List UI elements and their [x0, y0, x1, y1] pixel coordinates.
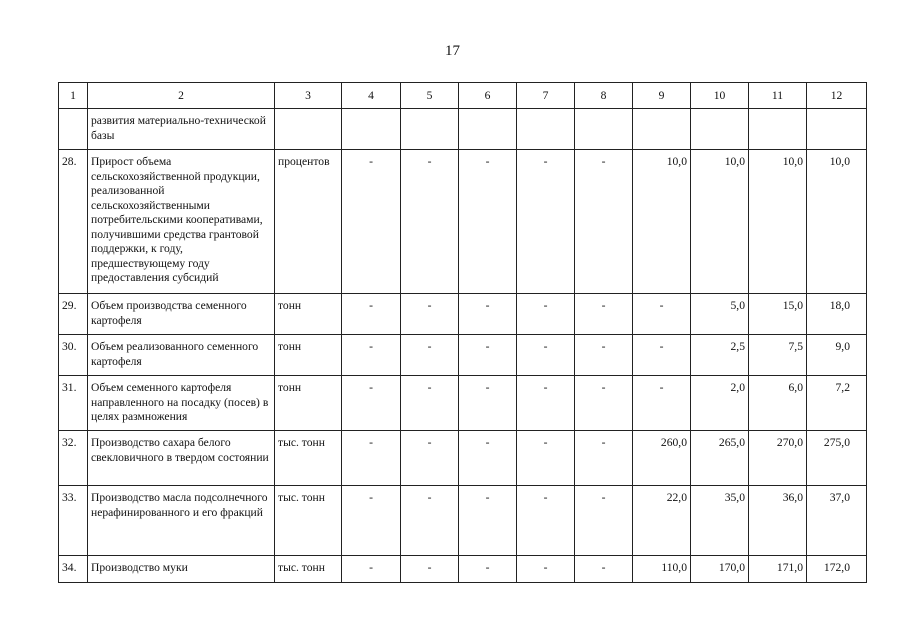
- value-cell: [459, 109, 517, 150]
- column-header: 1: [59, 83, 88, 109]
- value-cell: -: [342, 376, 401, 431]
- value-cell: -: [517, 556, 575, 583]
- value-cell: -: [633, 335, 691, 376]
- value-cell: -: [575, 431, 633, 486]
- value-cell: -: [401, 376, 459, 431]
- value-cell: -: [459, 556, 517, 583]
- row-number: 31.: [59, 376, 88, 431]
- indicator-name: Объем реализованного семенного картофеля: [88, 335, 275, 376]
- indicator-name: Объем производства семенного картофеля: [88, 294, 275, 335]
- indicator-name: Производство сахара белого свекловичного в твердом состоянии: [88, 431, 275, 486]
- value-cell: -: [459, 150, 517, 294]
- value-cell: 275,0: [807, 431, 867, 486]
- value-cell: 10,0: [633, 150, 691, 294]
- column-header: 3: [275, 83, 342, 109]
- value-cell: -: [342, 294, 401, 335]
- unit-cell: тонн: [275, 335, 342, 376]
- table-row: [59, 294, 867, 335]
- value-cell: -: [342, 335, 401, 376]
- value-cell: -: [575, 376, 633, 431]
- value-cell: -: [459, 376, 517, 431]
- value-cell: -: [342, 150, 401, 294]
- column-header: 11: [749, 83, 807, 109]
- value-cell: [691, 109, 749, 150]
- value-cell: 7,5: [749, 335, 807, 376]
- indicator-name: Прирост объема сельскохозяйственной продукции, реализованной сельскохозяйственными потребительскими кооперативами, получившими средства грантовой поддержки, к году, предшествующему году предоставления субсидий: [88, 150, 275, 294]
- row-number: 30.: [59, 335, 88, 376]
- value-cell: -: [401, 150, 459, 294]
- table-row: [59, 431, 867, 486]
- value-cell: -: [401, 556, 459, 583]
- unit-cell: [275, 109, 342, 150]
- unit-cell: тыс. тонн: [275, 431, 342, 486]
- indicators-table: [58, 82, 867, 583]
- value-cell: 265,0: [691, 431, 749, 486]
- row-number: 33.: [59, 486, 88, 556]
- value-cell: 37,0: [807, 486, 867, 556]
- value-cell: 170,0: [691, 556, 749, 583]
- column-header: 8: [575, 83, 633, 109]
- value-cell: 2,0: [691, 376, 749, 431]
- value-cell: 10,0: [749, 150, 807, 294]
- value-cell: [749, 109, 807, 150]
- value-cell: 172,0: [807, 556, 867, 583]
- value-cell: -: [342, 431, 401, 486]
- value-cell: -: [517, 486, 575, 556]
- value-cell: 10,0: [691, 150, 749, 294]
- table-row: [59, 376, 867, 431]
- value-cell: [807, 109, 867, 150]
- unit-cell: тыс. тонн: [275, 556, 342, 583]
- column-header: 10: [691, 83, 749, 109]
- value-cell: -: [459, 431, 517, 486]
- page-number: 17: [445, 43, 460, 59]
- value-cell: 260,0: [633, 431, 691, 486]
- value-cell: 10,0: [807, 150, 867, 294]
- row-number: 29.: [59, 294, 88, 335]
- value-cell: -: [575, 150, 633, 294]
- column-header: 6: [459, 83, 517, 109]
- value-cell: -: [342, 556, 401, 583]
- value-cell: -: [575, 335, 633, 376]
- value-cell: -: [517, 376, 575, 431]
- table-row: [59, 109, 867, 150]
- value-cell: -: [401, 335, 459, 376]
- value-cell: [517, 109, 575, 150]
- value-cell: -: [517, 431, 575, 486]
- indicator-name: развития материально-технической базы: [88, 109, 275, 150]
- indicator-name: Объем семенного картофеля направленного на посадку (посев) в целях размножения: [88, 376, 275, 431]
- table-row: [59, 486, 867, 556]
- value-cell: 22,0: [633, 486, 691, 556]
- value-cell: -: [575, 294, 633, 335]
- column-header: 2: [88, 83, 275, 109]
- column-header: 9: [633, 83, 691, 109]
- unit-cell: процентов: [275, 150, 342, 294]
- value-cell: 7,2: [807, 376, 867, 431]
- value-cell: 9,0: [807, 335, 867, 376]
- value-cell: -: [517, 335, 575, 376]
- unit-cell: тонн: [275, 294, 342, 335]
- value-cell: -: [575, 486, 633, 556]
- value-cell: 18,0: [807, 294, 867, 335]
- value-cell: -: [401, 431, 459, 486]
- column-header: 4: [342, 83, 401, 109]
- value-cell: -: [342, 486, 401, 556]
- table-row: [59, 335, 867, 376]
- value-cell: -: [517, 150, 575, 294]
- value-cell: -: [459, 335, 517, 376]
- row-number: 34.: [59, 556, 88, 583]
- value-cell: 35,0: [691, 486, 749, 556]
- value-cell: -: [401, 294, 459, 335]
- column-header: 5: [401, 83, 459, 109]
- value-cell: -: [459, 294, 517, 335]
- value-cell: -: [633, 376, 691, 431]
- value-cell: 5,0: [691, 294, 749, 335]
- indicator-name: Производство масла подсолнечного нерафинированного и его фракций: [88, 486, 275, 556]
- value-cell: 6,0: [749, 376, 807, 431]
- value-cell: 270,0: [749, 431, 807, 486]
- value-cell: [401, 109, 459, 150]
- column-header: 7: [517, 83, 575, 109]
- value-cell: -: [401, 486, 459, 556]
- table-row: [59, 150, 867, 294]
- table-body: [59, 83, 867, 583]
- table-row: [59, 556, 867, 583]
- unit-cell: тонн: [275, 376, 342, 431]
- value-cell: -: [459, 486, 517, 556]
- value-cell: [342, 109, 401, 150]
- value-cell: -: [517, 294, 575, 335]
- column-number-row: [59, 83, 867, 109]
- value-cell: [575, 109, 633, 150]
- column-header: 12: [807, 83, 867, 109]
- indicator-name: Производство муки: [88, 556, 275, 583]
- value-cell: 2,5: [691, 335, 749, 376]
- value-cell: 36,0: [749, 486, 807, 556]
- row-number: 28.: [59, 150, 88, 294]
- row-number: [59, 109, 88, 150]
- value-cell: [633, 109, 691, 150]
- value-cell: 171,0: [749, 556, 807, 583]
- value-cell: 110,0: [633, 556, 691, 583]
- value-cell: 15,0: [749, 294, 807, 335]
- row-number: 32.: [59, 431, 88, 486]
- unit-cell: тыс. тонн: [275, 486, 342, 556]
- value-cell: -: [575, 556, 633, 583]
- value-cell: -: [633, 294, 691, 335]
